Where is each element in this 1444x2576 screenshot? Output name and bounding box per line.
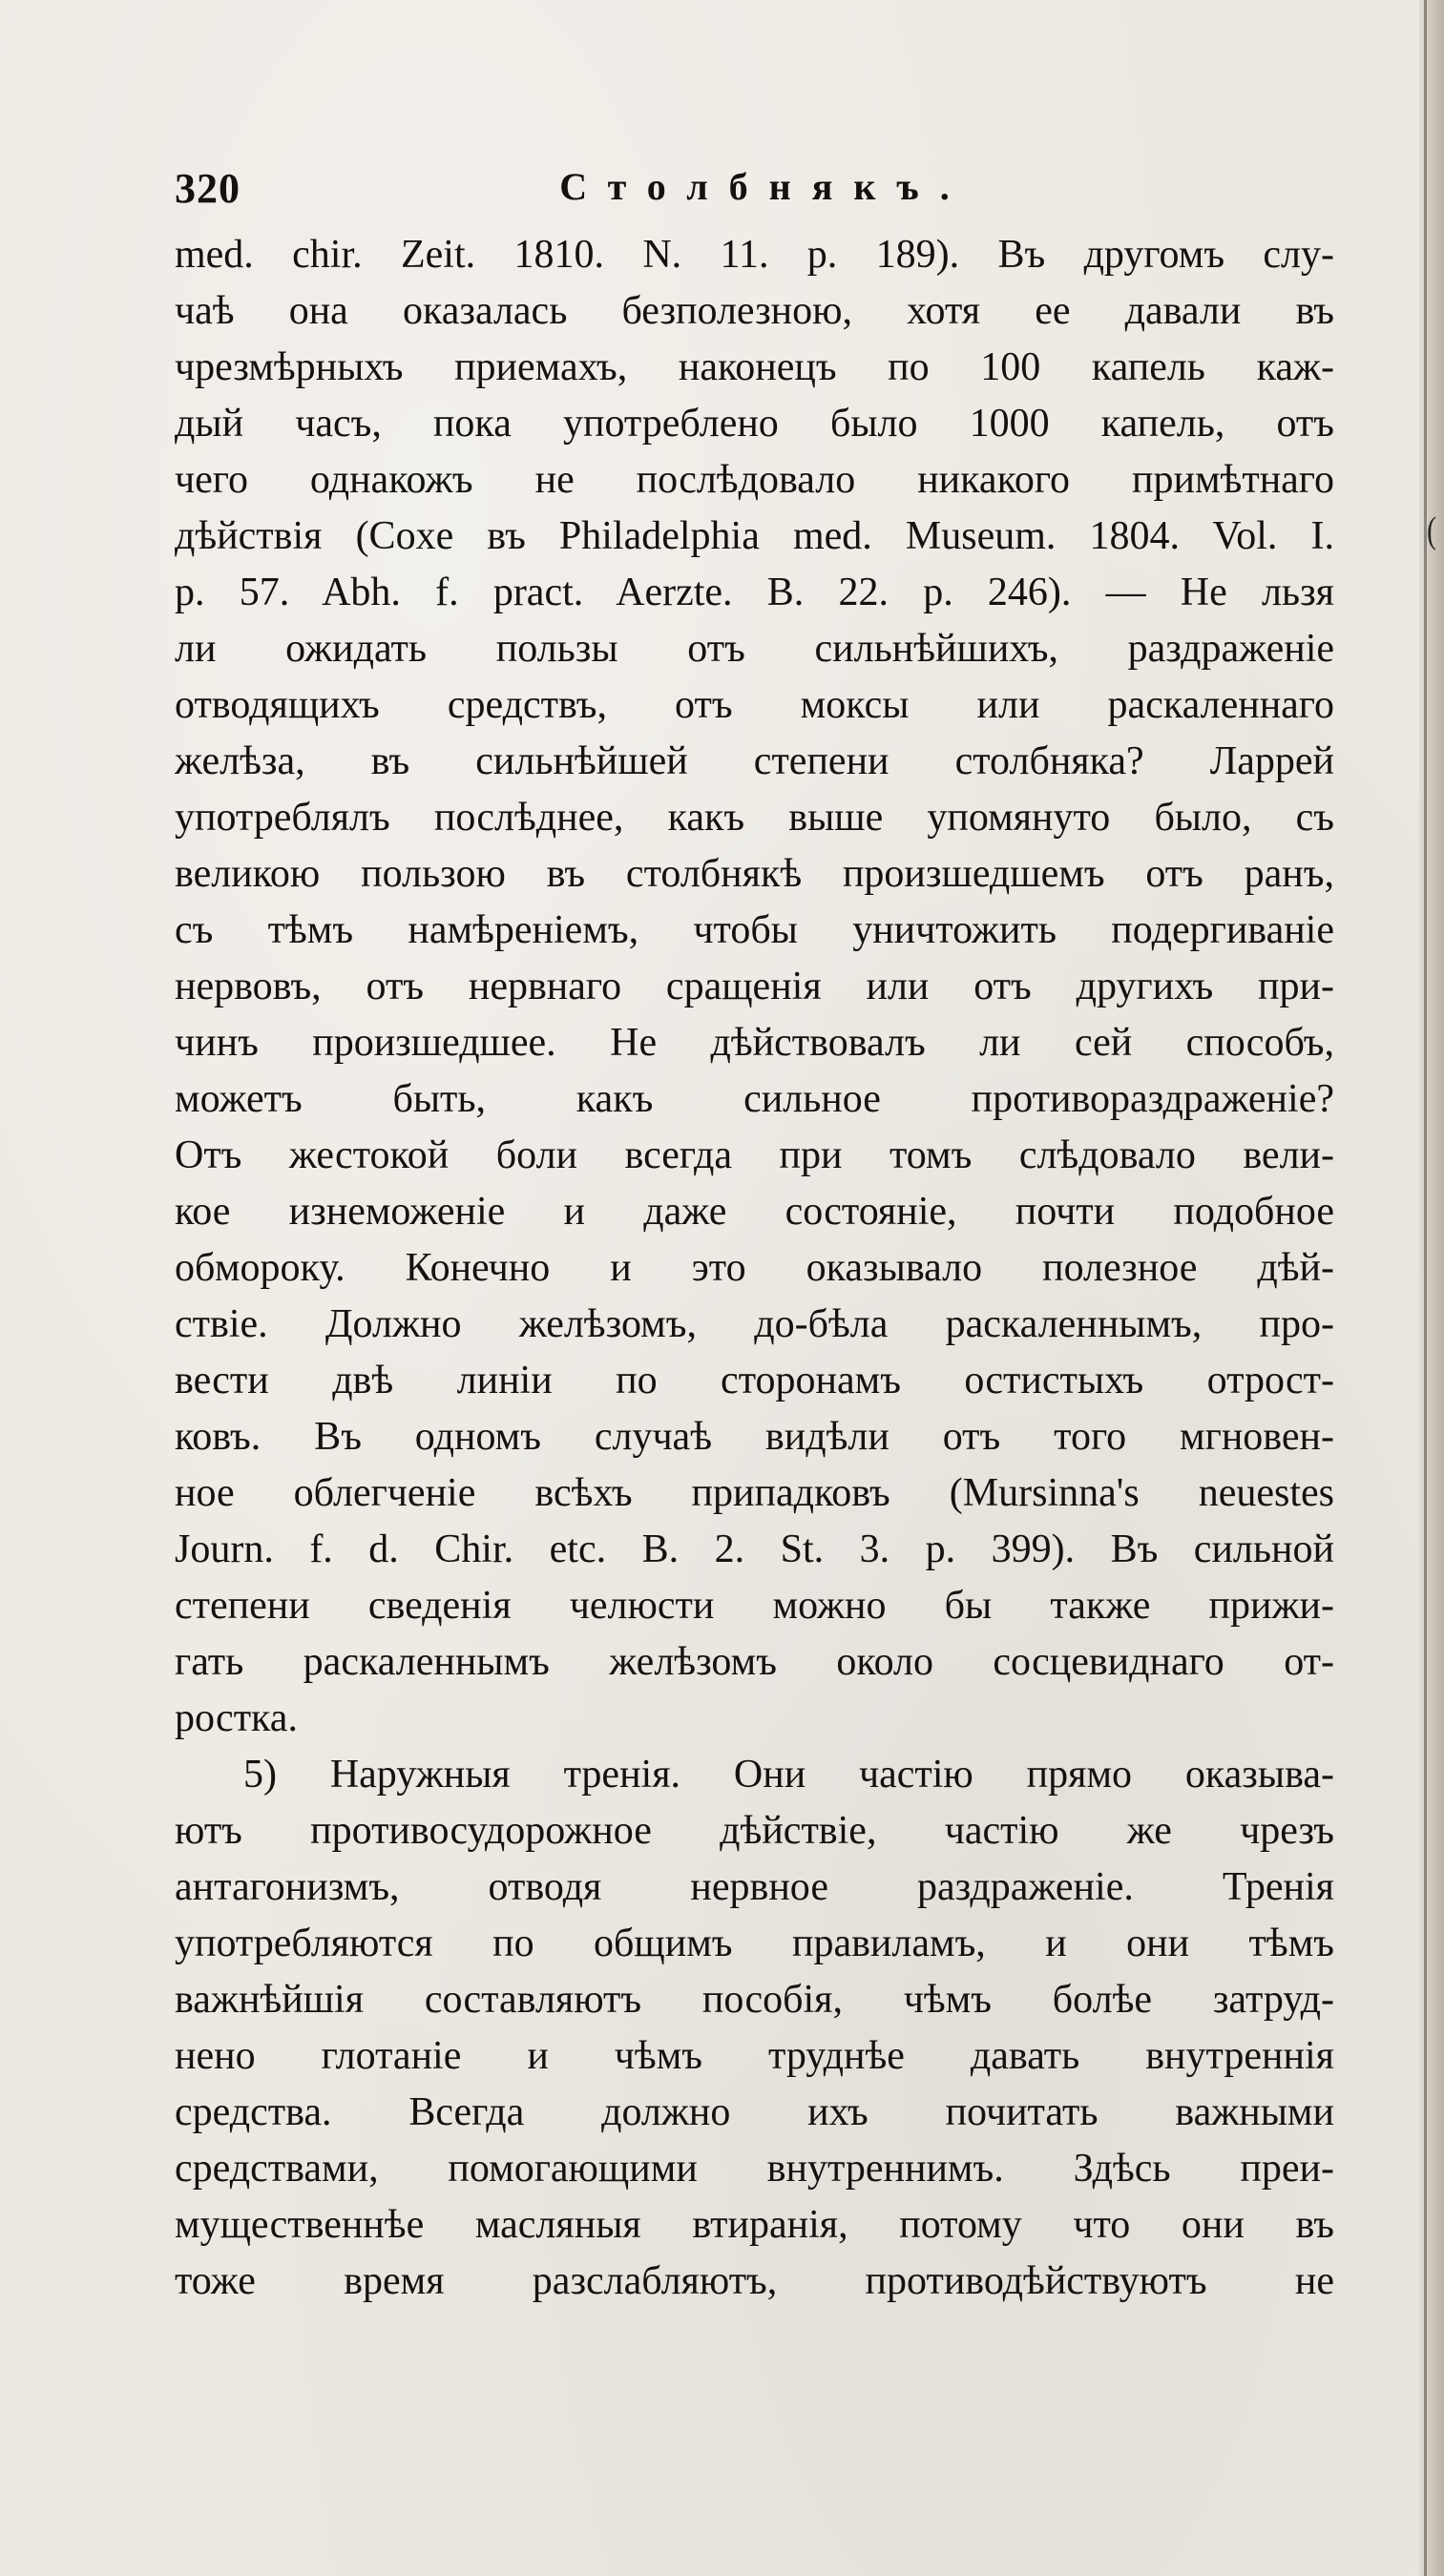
page-edge: [1419, 0, 1444, 2576]
text-block: [175, 227, 1334, 2310]
text-line: ствіе. Должно желѣзомъ, до-бѣла раскаленнымъ, про-: [175, 1302, 1334, 1346]
text-line: дый часъ, пока употреблено было 1000 капель, отъ: [175, 402, 1334, 446]
text-line: можетъ быть, какъ сильное противораздраженіе?: [175, 1077, 1334, 1121]
text-line: дѣйствія (Coxe въ Philadelphia med. Museum. 1804. Vol. I.: [175, 514, 1334, 558]
paragraph-end-line: ростка.: [175, 1696, 298, 1740]
margin-mark: (: [1427, 509, 1436, 551]
text-line: средствами, помогающими внутреннимъ. Здѣсь преи-: [175, 2147, 1334, 2191]
text-line: тоже время разслабляютъ, противодѣйствуютъ не: [175, 2259, 1334, 2303]
page-body: [175, 153, 1334, 2310]
text-line: Отъ жестокой боли всегда при томъ слѣдовало вели-: [175, 1133, 1334, 1177]
text-line: ное облегченіе всѣхъ припадковъ (Mursinna's neuestes: [175, 1471, 1334, 1515]
text-line: средства. Всегда должно ихъ почитать важными: [175, 2090, 1334, 2134]
paragraph-start-line: 5) Наружныя тренія. Они частію прямо оказыва-: [243, 1753, 1334, 1797]
text-line: нено глотаніе и чѣмъ труднѣе давать внутреннія: [175, 2034, 1334, 2078]
text-line: кое изнеможеніе и даже состояніе, почти подобное: [175, 1190, 1334, 1234]
text-line: употреблялъ послѣднее, какъ выше упомянуто было, съ: [175, 796, 1334, 840]
text-line: ютъ противосудорожное дѣйствіе, частію же чрезъ: [175, 1809, 1334, 1853]
text-line: антагонизмъ, отводя нервное раздраженіе. Тренія: [175, 1865, 1334, 1909]
text-line: великою пользою въ столбнякѣ произшедшемъ отъ ранъ,: [175, 852, 1334, 896]
text-line: гать раскаленнымъ желѣзомъ около сосцевиднаго от-: [175, 1640, 1334, 1684]
text-line: степени сведенія челюсти можно бы также прижи-: [175, 1584, 1334, 1628]
text-line: отводящихъ средствъ, отъ моксы или раскаленнаго: [175, 683, 1334, 727]
running-title: Столбнякъ.: [559, 165, 971, 208]
text-line: вести двѣ линіи по сторонамъ остистыхъ отрост-: [175, 1359, 1334, 1402]
text-line: желѣза, въ сильнѣйшей степени столбняка? Ларрей: [175, 739, 1334, 783]
text-line: Journ. f. d. Chir. etc. B. 2. St. 3. p. 399). Въ сильной: [175, 1527, 1334, 1571]
text-line: чаѣ она оказалась безполезною, хотя ее давали въ: [175, 289, 1334, 333]
text-line: ковъ. Въ одномъ случаѣ видѣли отъ того мгновен-: [175, 1415, 1334, 1459]
text-line: med. chir. Zeit. 1810. N. 11. p. 189). Въ другомъ слу-: [175, 233, 1334, 277]
binding-line: [1424, 0, 1427, 2576]
text-line: ли ожидать пользы отъ сильнѣйшихъ, раздраженіе: [175, 627, 1334, 671]
text-line: нервовъ, отъ нервнаго сращенія или отъ другихъ при-: [175, 965, 1334, 1008]
text-line: чего однакожъ не послѣдовало никакого примѣтнаго: [175, 458, 1334, 502]
text-line: чинъ произшедшее. Не дѣйствовалъ ли сей способъ,: [175, 1021, 1334, 1065]
page-number: 320: [175, 165, 241, 212]
text-line: p. 57. Abh. f. pract. Aerzte. B. 22. p. 246). — Не льзя: [175, 571, 1334, 614]
text-line: употребляются по общимъ правиламъ, и они тѣмъ: [175, 1922, 1334, 1965]
text-line: важнѣйшія составляютъ пособія, чѣмъ болѣе затруд-: [175, 1978, 1334, 2022]
text-line: чрезмѣрныхъ приемахъ, наконецъ по 100 капель каж-: [175, 345, 1334, 389]
text-line: обмороку. Конечно и это оказывало полезное дѣй-: [175, 1246, 1334, 1290]
page-header: [175, 153, 1334, 227]
text-line: съ тѣмъ намѣреніемъ, чтобы уничтожить подергиваніе: [175, 908, 1334, 952]
text-line: мущественнѣе масляныя втиранія, потому что они въ: [175, 2203, 1334, 2247]
